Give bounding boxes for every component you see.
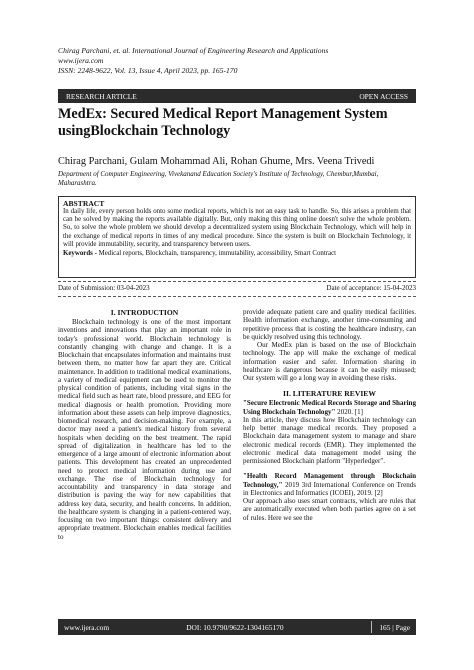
footer-separator — [371, 621, 372, 633]
reference-1-title: "Secure Electronic Medical Records Storage and Sharing Using Blockchain Technology" — [243, 399, 416, 416]
medex-paragraph: Our MedEx plan is based on the use of Blockchain technology. The app will make the exchange of medical information easier and safer. Information sharing in healthcare is dangerous because it can be easily misused; Our system will go a long way in avoiding these risks. — [243, 341, 416, 382]
page-footer — [58, 619, 416, 635]
submission-date: Date of Submission: 03-04-2023 — [58, 284, 150, 292]
introduction-paragraph: Blockchain technology is one of the most important inventions and innovations that play an important role in today's professional world. Blockchain technology is constantly changing with change and change. It is a Blockchain that encapsulates information and maintains trust between them, no matter how far apart they are. Critical maintenance. In addition to traditional medical examinations, a variety of medical equipment can be used to monitor the physical condition of patients, including vital signs in the medical field such as heart rate, blood pressure, and EEG for medical diagnosis or health promotion. Providing more information about these assets can help improve diagnostics, biomedical research, and decision-making. For example, a doctor may need a patient's medical history from several hospitals when deciding on the best treatment. The rapid spread of digitalization in healthcare has led to the emergence of a large amount of electronic information about patients. This development has created an unprecedented need to protect medical information during use and exchange. The rise of Blockchain technology for accountability and transparency in data storage and distribution is paving the way for new capabilities that address key data, security, and health concerns. In addition, the healthcare system is changing in a patient-centered way, focusing on two important things: consistent delivery and appropriate treatment. Blockchain enables medical facilities to — [58, 318, 231, 541]
divider-top — [58, 281, 416, 282]
reference-1-year: 2020. [1] — [335, 407, 364, 416]
reference-2-details: 2019 3rd International Conference on Trends in Electronics and Informatics (ICOEI), 2019. [2] — [243, 480, 416, 497]
section-introduction-heading: I. INTRODUCTION — [110, 308, 179, 317]
header-issn: ISSN: 2248-9622, Vol. 13, Issue 4, April 2023, pp. 165-170 — [58, 66, 238, 75]
reference-2-citation — [243, 472, 416, 497]
open-access-label: OPEN ACCESS — [359, 91, 408, 101]
header-website[interactable]: www.ijera.com — [58, 56, 104, 65]
left-column — [58, 308, 231, 541]
divider-bottom — [58, 296, 416, 297]
footer-page-number: 165 | Page — [379, 622, 410, 632]
paper-title: MedEx: Secured Medical Report Management System usingBlockchain Technology — [58, 106, 388, 139]
keywords-label: Keywords - — [63, 250, 97, 258]
footer-doi[interactable]: DOI: 10.9790/9622-1304165170 — [186, 622, 284, 632]
abstract-text: In daily life, every person holds onto some medical reports, which is not an easy task to handle. So, this arises a problem that can be solved by making the reports available digitally. But, only making this thing online doesn't solve the whole problem. So, to solve the whole problem we should develop a decentralized system using Blockchain Technology, which will help in the exchange of medical reports in times of any medical procedure. Since the system is built on Blockchain Technology, it will provide immutability, security, and transparency between users. — [63, 208, 411, 248]
section-literature-heading: II. LITERATURE REVIEW — [283, 389, 376, 399]
reference-1-citation — [243, 399, 416, 416]
reference-2-title: "Health Record Management through Blockchain Technology," — [243, 472, 416, 489]
keywords-line — [63, 250, 411, 259]
author-list: Chirag Parchani, Gulam Mohammad Ali, Rohan Ghume, Mrs. Veena Trivedi — [58, 156, 375, 167]
reference-2-summary: Our approach also uses smart contracts, which are rules that are automatically executed when both parties agree on a set of rules. Here we see the — [243, 497, 416, 522]
right-column — [243, 308, 416, 522]
author-affiliation: Department of Computer Engineering, Vivekanand Education Society's Institute of Technology, Chembur,Mumbai, Maharashtra. — [58, 170, 379, 187]
introduction-continued: provide adequate patient care and quality medical facilities. Health information exchange, another time-consuming and repetitive process that is costing the healthcare industry, can be quickly resolved using this technology. — [243, 308, 416, 341]
footer-page-group — [361, 621, 410, 633]
abstract-heading: ABSTRACT — [63, 199, 105, 208]
abstract-box — [58, 196, 416, 278]
article-type-banner — [58, 89, 416, 103]
keywords-list: Medical reports, Blockchain, transparency, immutability, accessibility, Smart Contract — [98, 250, 337, 258]
footer-website[interactable]: www.ijera.com — [64, 622, 110, 632]
header-citation: Chirag Parchani, et. al. International Journal of Engineering Research and Applications — [58, 46, 329, 55]
acceptance-date: Date of acceptance: 15-04-2023 — [326, 284, 416, 292]
reference-1-summary: In this article, they discuss how Blockchain technology can help better manage medical records. They proposed a Blockchain data management system to manage and share electronic medical records (EMR). They implemented the electronic medical data management model using the permissioned Blockchain platform "Hyperledger". — [243, 415, 416, 465]
research-article-label: RESEARCH ARTICLE — [66, 91, 137, 101]
